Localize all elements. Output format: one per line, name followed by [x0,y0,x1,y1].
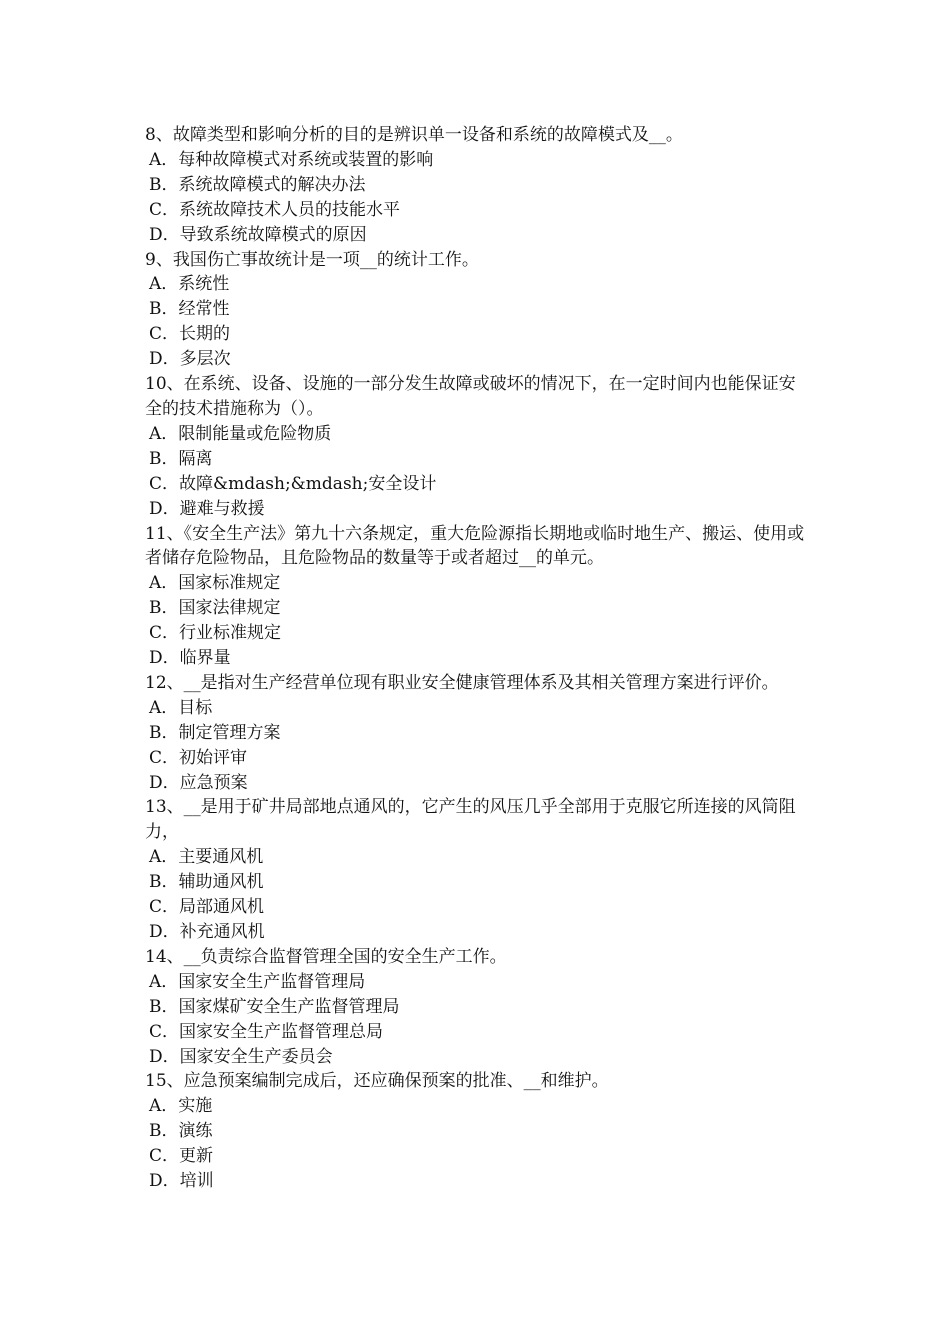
option-a: A．系统性 [149,274,230,295]
option-c: C．系统故障技术人员的技能水平 [149,199,401,220]
option-b: B．国家法律规定 [149,598,281,619]
option-d: D．应急预案 [149,772,248,793]
option-d: D．多层次 [149,349,231,370]
option-c: C．长期的 [149,324,231,345]
option-d: D．补充通风机 [149,922,265,942]
question-8 [145,123,810,248]
question-11 [145,522,810,671]
question-text: 12、__是指对生产经营单位现有职业安全健康管理体系及其相关管理方案进行评价。 [145,672,779,693]
question-text: 15、应急预案编制完成后，还应确保预案的批准、__和维护。 [145,1071,609,1092]
question-text: 14、__负责综合监督管理全国的安全生产工作。 [145,946,507,967]
question-10 [145,372,810,521]
question-13 [145,795,810,944]
option-a: A．国家安全生产监督管理局 [149,971,366,992]
question-text: 13、__是用于矿井局部地点通风的，它产生的风压几乎全部用于克服它所连接的风筒阻力， [145,797,796,843]
option-b: B．隔离 [149,448,213,469]
option-a: A．国家标准规定 [149,573,281,594]
option-c: C．更新 [149,1146,214,1167]
question-15 [145,1069,810,1194]
option-b: B．演练 [149,1121,213,1142]
option-d: D．国家安全生产委员会 [149,1046,333,1067]
option-b: B．制定管理方案 [149,722,281,743]
option-a: A．每种故障模式对系统或装置的影响 [149,149,434,170]
option-a: A．目标 [149,697,213,718]
option-d: D．临界量 [149,648,231,669]
document-page [145,123,810,1194]
option-a: A．实施 [149,1096,213,1117]
option-c: C．行业标准规定 [149,623,282,644]
option-c: C．国家安全生产监督管理总局 [149,1021,384,1042]
option-b: B．辅助通风机 [149,872,264,893]
option-b: B．系统故障模式的解决办法 [149,174,366,195]
option-c: C．初始评审 [149,747,248,768]
question-text: 11、《安全生产法》第九十六条规定，重大危险源指长期地或临时地生产、搬运、使用或者储存危险物品，且危险物品的数量等于或者超过__的单元。 [145,523,805,569]
option-c: C．局部通风机 [149,897,265,918]
option-d: D．避难与救援 [149,498,265,519]
option-b: B．国家煤矿安全生产监督管理局 [149,996,400,1017]
option-d: D．培训 [149,1171,214,1192]
option-d: D．导致系统故障模式的原因 [149,224,367,245]
option-c: C．故障&mdash;&mdash;安全设计 [149,473,437,494]
question-14 [145,945,810,1070]
option-a: A．限制能量或危险物质 [149,423,332,444]
question-text: 8、故障类型和影响分析的目的是辨识单一设备和系统的故障模式及__。 [145,125,683,145]
question-12 [145,671,810,796]
question-9 [145,248,810,373]
option-b: B．经常性 [149,299,230,320]
option-a: A．主要通风机 [149,847,264,868]
question-text: 9、我国伤亡事故统计是一项__的统计工作。 [145,249,479,270]
question-text: 10、在系统、设备、设施的一部分发生故障或破坏的情况下，在一定时间内也能保证安全的技术措施称为（）。 [145,374,796,419]
